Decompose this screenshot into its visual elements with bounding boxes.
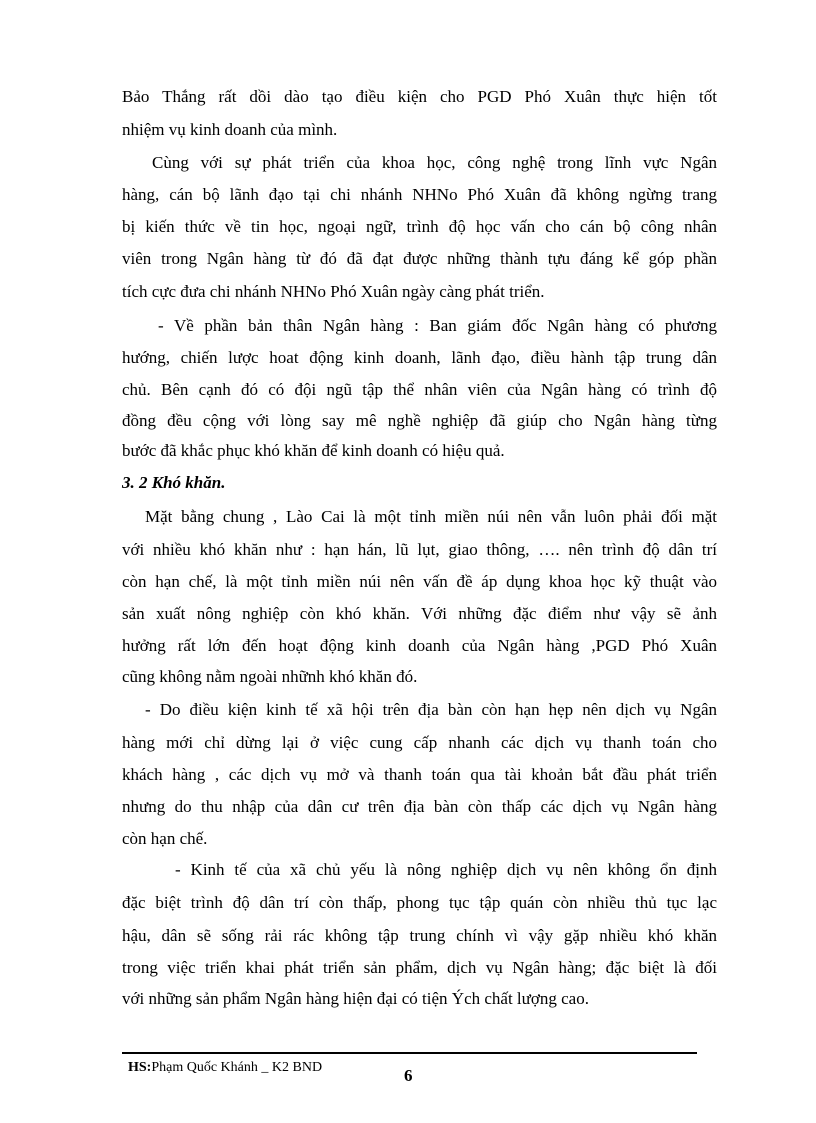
text-line: với những sản phẩm Ngân hàng hiện đại có tiện Ých chất lượng cao.: [122, 989, 589, 1008]
text-line: viên trong Ngân hàng từ đó đã đạt được những thành tựu đáng kể góp phần: [122, 249, 717, 268]
text-line: hướng, chiến lược hoat động kinh doanh, lãnh đạo, điều hành tập trung dân: [122, 348, 717, 367]
text-line: bị kiến thức về tin học, ngoại ngữ, trình độ học vấn cho cán bộ công nhân: [122, 217, 717, 236]
text-line: nhiệm vụ kinh doanh của mình.: [122, 120, 338, 139]
text-line: với nhiều khó khăn như : hạn hán, lũ lụt, giao thông, …. nên trình độ dân trí: [122, 540, 717, 559]
footer-author: [128, 1059, 322, 1077]
text-line: bước đã khắc phục khó khăn để kinh doanh có hiệu quả.: [122, 441, 505, 460]
text-line: Bảo Thắng rất dồi dào tạo điều kiện cho PGD Phó Xuân thực hiện tốt: [122, 87, 717, 106]
text-line: chủ. Bên cạnh đó có đội ngũ tập thể nhân viên của Ngân hàng có trình độ: [122, 380, 717, 399]
text-line: hàng mới chỉ dừng lại ở việc cung cấp nhanh các dịch vụ thanh toán cho: [122, 733, 717, 752]
text-line: đặc biệt trình độ dân trí còn thấp, phong tục tập quán còn nhiều thủ tục lạc: [122, 893, 717, 912]
text-line: khách hàng , các dịch vụ mở và thanh toán qua tài khoản bắt đầu phát triển: [122, 765, 717, 784]
footer-author-name: Phạm Quốc Khánh _ K2 BND: [151, 1060, 323, 1075]
text-line: cũng không nằm ngoài nhữnh khó khăn đó.: [122, 667, 418, 686]
text-line: Mặt bằng chung , Lào Cai là một tỉnh miền núi nên vẫn luôn phải đối mặt: [145, 507, 717, 526]
text-line: trong việc triển khai phát triển sản phẩm, dịch vụ Ngân hàng; đặc biệt là đối: [122, 958, 717, 977]
footer-rule: [122, 1052, 697, 1054]
text-line: - Về phần bản thân Ngân hàng : Ban giám đốc Ngân hàng có phương: [158, 316, 717, 335]
text-line: hậu, dân sẽ sống rải rác không tập trung chính vì vậy gặp nhiều khó khăn: [122, 926, 717, 945]
text-line: - Kinh tế của xã chủ yếu là nông nghiệp dịch vụ nên không ổn định: [175, 860, 717, 879]
text-line: nhưng do thu nhập của dân cư trên địa bàn còn thấp các dịch vụ Ngân hàng: [122, 797, 717, 816]
footer-author-prefix: HS:: [128, 1060, 152, 1075]
text-line: hàng, cán bộ lãnh đạo tại chi nhánh NHNo Phó Xuân đã không ngừng trang: [122, 185, 717, 204]
text-line: tích cực đưa chi nhánh NHNo Phó Xuân ngày càng phát triển.: [122, 282, 545, 301]
text-line: sản xuất nông nghiệp còn khó khăn. Với những đặc điểm như vậy sẽ ảnh: [122, 604, 717, 623]
section-heading: 3. 2 Khó khăn.: [122, 473, 226, 492]
page-number: 6: [404, 1066, 413, 1085]
text-line: còn hạn chế.: [122, 829, 208, 848]
text-line: Cùng với sự phát triển của khoa học, công nghệ trong lĩnh vực Ngân: [152, 153, 717, 172]
text-line: - Do điều kiện kinh tế xã hội trên địa bàn còn hạn hẹp nên dịch vụ Ngân: [145, 700, 717, 719]
text-line: hưởng rất lớn đến hoạt động kinh doanh của Ngân hàng ,PGD Phó Xuân: [122, 636, 717, 655]
text-line: đồng đều cộng với lòng say mê nghề nghiệp đã giúp cho Ngân hàng từng: [122, 411, 717, 430]
text-line: còn hạn chế, là một tỉnh miền núi nên vấn đề áp dụng khoa học kỹ thuật vào: [122, 572, 717, 591]
